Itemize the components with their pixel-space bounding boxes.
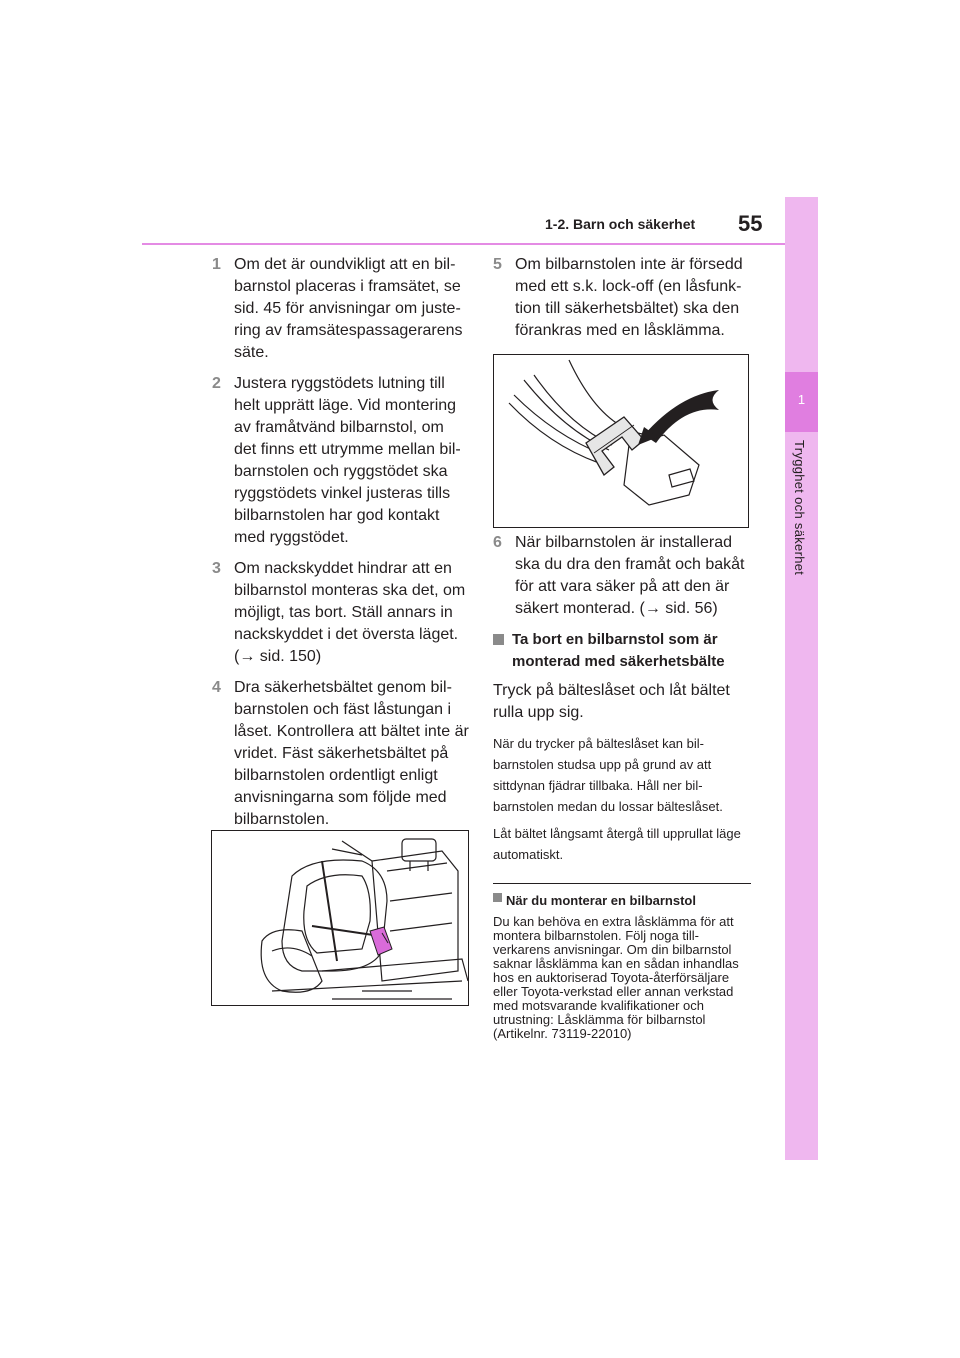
right-column-bottom — [493, 532, 751, 1041]
removal-note-1: När du trycker på bälteslåset kan bilbarnstolen studsa upp på grund av att sittdynan fjädrar tillbaka. Håll ner bilbarnstolen medan du lossar bälteslåset. — [493, 736, 723, 814]
step-number: 3 — [212, 560, 221, 577]
step-number: 2 — [212, 375, 221, 392]
section-marker — [493, 634, 504, 645]
right-column-top — [493, 254, 751, 351]
note-part-number: (Artikelnr. 73119-22010) — [493, 1026, 632, 1041]
chapter-title: Trygghet och säkerhet — [792, 440, 807, 576]
step-number: 4 — [212, 679, 221, 696]
step-text: Om bilbarnstolen inte är försedd med ett s.k. lock-off (en låsfunktion till säkerhetsbältet) ska den förankras med en låsklämma. — [515, 256, 743, 339]
step-text: Dra säkerhetsbältet genom bilbarnstolen och fäst låstungan i låset. Kontrollera att bältet inte är vridet. Fäst säkerhetsbältet på bilbarnstolen ordentligt enligt anvisningarna som följde med bilbarnstolen. — [234, 679, 469, 828]
note-marker — [493, 893, 502, 902]
left-column — [212, 254, 470, 840]
note-body: Du kan behöva en extra låsklämma för att montera bilbarnstolen. Följ noga tillverkarens anvisningar. Om din bilbarnstol saknar låsklämma kan en sådan inhandlas hos en auktoriserad Toyota-återförsäljare eller Toyota-verkstad eller annan verkstad med motsvarande kvalifikationer och utrustning: Låsklämma för bilbarnstol — [493, 914, 739, 1027]
step-text: Om det är oundvikligt att en bilbarnstol placeras i framsätet, se sid. 45 för anvisningar om justering av framsätespassagerarens säte. — [234, 256, 463, 361]
removal-heading: Ta bort en bilbarnstol som är monterad med säkerhetsbälte — [493, 629, 751, 673]
child-seat-illustration — [211, 830, 469, 1006]
step-1 — [212, 254, 470, 364]
step-6 — [493, 532, 751, 620]
step-number: 6 — [493, 534, 502, 551]
section-title: 1-2. Barn och säkerhet — [545, 216, 696, 232]
locking-clip-illustration — [493, 354, 749, 528]
chapter-number: 1 — [797, 392, 806, 407]
header-rule — [142, 243, 785, 245]
step-5 — [493, 254, 751, 342]
page-number: 55 — [738, 211, 763, 236]
step-2 — [212, 373, 470, 549]
step-text: Justera ryggstödets lutning till helt upprätt läge. Vid montering av framåtvänd bilbarnstol, om det finns ett utrymme mellan bilbarnstolen och ryggstödet ska ryggstödets vinkel justeras tills bilbarnstolen har god kontakt med ryggstödet. — [234, 375, 461, 546]
chapter-sidebar — [785, 197, 818, 1160]
removal-note-2: Låt bältet långsamt återgå till upprullat läge automatiskt. — [493, 826, 741, 862]
step-4 — [212, 677, 470, 831]
removal-body: Tryck på bälteslåset och låt bältet rulla upp sig. — [493, 682, 730, 721]
note-heading: När du monterar en bilbarnstol — [493, 890, 751, 912]
note-divider — [493, 883, 751, 884]
step-number: 1 — [212, 256, 221, 273]
step-text: När bilbarnstolen är installerad ska du dra den framåt och bakåt för att vara säker på att den är säkert monterad. (→ sid. 56) — [515, 534, 745, 617]
step-text: Om nackskyddet hindrar att en bilbarnstol monteras ska det, om möjligt, tas bort. Ställ annars in nackskyddet i det översta läget. (→ sid. 150) — [234, 560, 466, 665]
step-3 — [212, 558, 470, 668]
step-number: 5 — [493, 256, 502, 273]
